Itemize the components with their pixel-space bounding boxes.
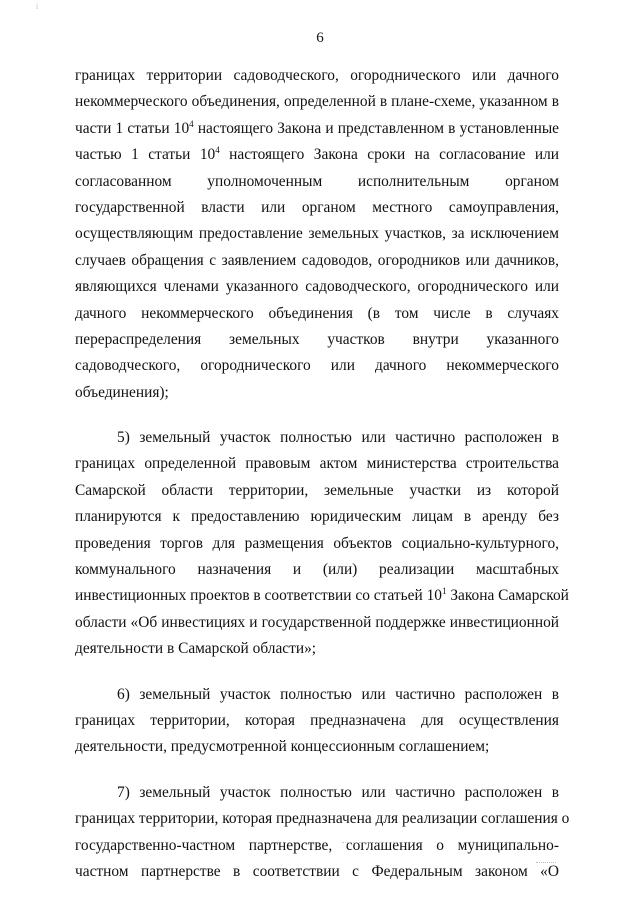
- paragraph-gap: [75, 663, 559, 682]
- text-line: области «Об инвестициях и государственной поддержке инвестиционной: [75, 613, 559, 631]
- text-line: инвестиционных проектов в соответствии со статьей $10^1$ Закона Самарской: [75, 586, 569, 605]
- text-line: осуществляющим предоставление земельных участков, за исключением: [75, 225, 559, 243]
- corner-mark: і: [36, 2, 39, 11]
- text-line: объединения);: [75, 383, 169, 401]
- text-line: некоммерческого объединения, определенной в плане-схеме, указанном в: [75, 93, 559, 111]
- text-line: части 1 статьи $10^4$ настоящего Закона и представленном в установленные: [75, 118, 559, 137]
- text-line: государственной власти или органом местного самоуправления,: [75, 198, 559, 216]
- text-line: частью 1 статьи $10^4$ настоящего Закона сроки на согласование или: [75, 145, 560, 164]
- text-line: перераспределения земельных участков внутри указанного: [75, 330, 559, 348]
- superscript: 4: [189, 118, 194, 129]
- text-line: частном партнерстве в соответствии с Федеральным законом «О: [75, 862, 559, 880]
- text-line: деятельности, предусмотренной концессионным соглашением;: [75, 738, 490, 756]
- text-line: планируются к предоставлению юридическим лицам в аренду без: [75, 508, 559, 526]
- text-line: границах территории, которая предназначена для осуществления: [75, 711, 559, 729]
- document-body: [75, 63, 570, 885]
- text-line: согласованном уполномоченным исполнительным органом: [75, 172, 559, 190]
- text-line: Самарской области территории, земельные участки из которой: [75, 481, 559, 499]
- page-number: 6: [316, 30, 324, 46]
- text-line: 7) земельный участок полностью или частично расположен в: [117, 783, 559, 801]
- text-line: проведения торгов для размещения объектов социально-культурного,: [75, 534, 559, 552]
- text-line: 5) земельный участок полностью или частично расположен в: [117, 429, 559, 447]
- scan-artifact: [536, 862, 556, 865]
- text-line: границах определенной правовым актом министерства строительства: [75, 455, 559, 473]
- text-line: являющихся членами указанного садоводческого, огороднического или: [75, 278, 559, 296]
- text-line: дачного некоммерческого объединения (в том числе в случаях: [75, 304, 559, 322]
- paragraph-gap: [75, 406, 559, 425]
- text-line: государственно-частном партнерстве, соглашения о муниципально-: [75, 836, 559, 854]
- text-line: деятельности в Самарской области»;: [75, 640, 317, 658]
- text-line: случаев обращения с заявлением садоводов, огородников или дачников,: [75, 251, 559, 269]
- scan-artifact: [342, 842, 400, 845]
- superscript: 1: [441, 586, 447, 597]
- superscript: 4: [215, 145, 220, 156]
- text-line: коммунального назначения и (или) реализации масштабных: [75, 561, 559, 579]
- text-line: садоводческого, огороднического или дачного некоммерческого: [75, 357, 559, 375]
- text-line: 6) земельный участок полностью или частично расположен в: [117, 685, 559, 703]
- text-line: границах территории, которая предназначена для реализации соглашения о: [75, 810, 570, 828]
- text-line: границах территории садоводческого, огороднического или дачного: [75, 67, 559, 84]
- paragraph-gap: [75, 761, 559, 780]
